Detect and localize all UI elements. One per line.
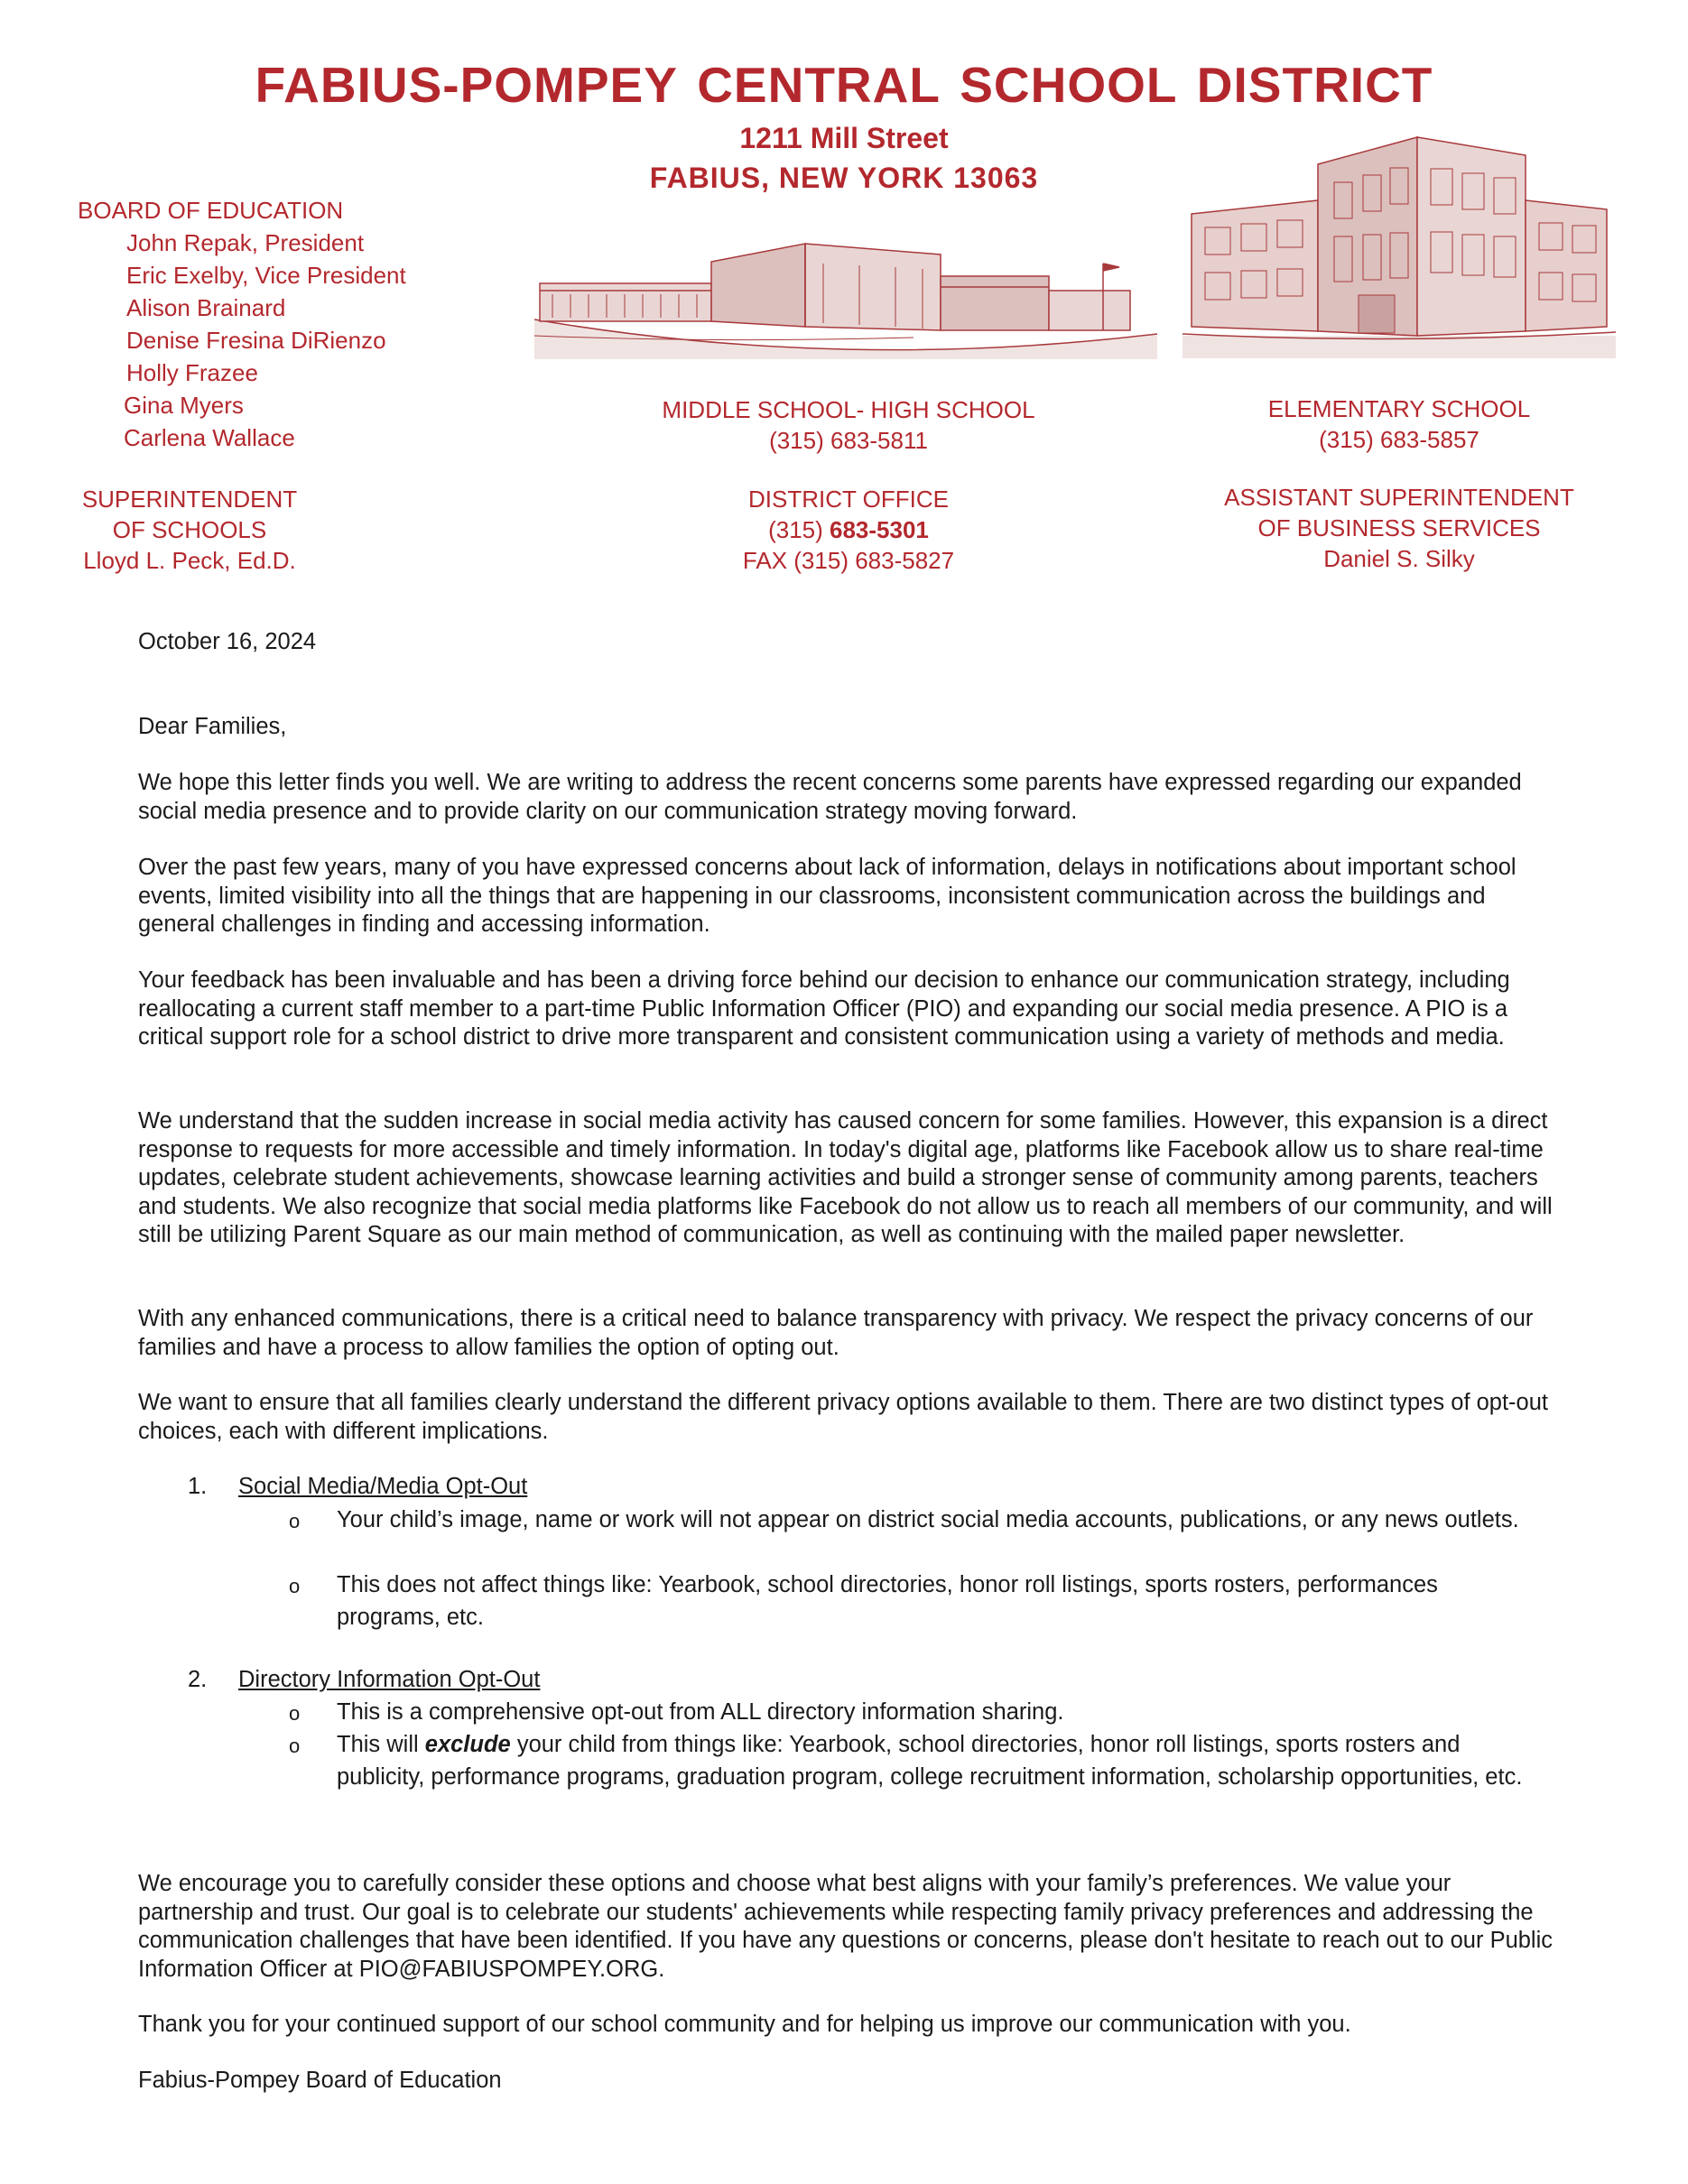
asst-superintendent-title-2: OF BUSINESS SERVICES — [1257, 514, 1541, 541]
board-title: BOARD OF EDUCATION — [78, 197, 344, 224]
street-address: 1211 Mill Street — [739, 122, 949, 154]
option-2-bullet-2-pre: This will — [337, 1732, 425, 1757]
option-2-bullet-2-emphasis: exclude — [424, 1732, 511, 1757]
ms-hs-phone: (315) 683-5811 — [769, 427, 928, 454]
board-member: Gina Myers — [124, 392, 244, 419]
option-2-bullet-1: This is a comprehensive opt-out from ALL directory information sharing. — [337, 1699, 1064, 1725]
option-1-title: Social Media/Media Opt-Out — [238, 1474, 528, 1499]
letter-paragraph-4: We understand that the sudden increase in social media activity has caused concern for some families. However, this expansion is a direct response to requests for more accessible and timely information. In today's digital age, platforms like Facebook allow us to share real-time updates, celebrate student achievements, showcase learning activities and build a stronger sense of community among parents, teachers and students. We also recognize that social media platforms like Facebook do not allow us to reach all members of our community, and will still be utilizing Parent Square as our main method of communication, as well as continuing with the mailed paper newsletter. — [138, 1108, 1553, 1247]
option-2-title: Directory Information Opt-Out — [238, 1667, 541, 1692]
board-member: John Repak, President — [126, 229, 365, 256]
asst-superintendent-name: Daniel S. Silky — [1323, 545, 1475, 572]
bullet-icon: o — [289, 1575, 301, 1597]
option-1-number: 1. — [188, 1474, 208, 1499]
asst-superintendent-block — [1173, 482, 1625, 574]
letter-paragraph-2: Over the past few years, many of you have expressed concerns about lack of information, delays in notifications about important school events, limited visibility into all the things that are happening in our classrooms, inconsistent communication across the buildings and general challenges in finding and accessing information. — [138, 855, 1516, 937]
ms-hs-contact — [623, 394, 1074, 456]
letter-paragraph-1: We hope this letter finds you well. We are writing to address the recent concerns some parents have expressed regarding our expanded social media presence and to provide clarity on our communication strategy moving forward. — [138, 770, 1522, 824]
elementary-phone: (315) 683-5857 — [1319, 426, 1479, 453]
letter-paragraph-6: We want to ensure that all families clearly understand the different privacy options available to them. There are two distinct types of opt-out choices, each with different implications. — [138, 1390, 1548, 1444]
letter-salutation: Dear Families, — [138, 714, 287, 739]
board-of-education — [78, 194, 406, 454]
elementary-school-building-illustration — [1183, 128, 1616, 358]
bullet-icon: o — [289, 1735, 301, 1757]
bullet-icon: o — [289, 1702, 301, 1725]
superintendent-name: Lloyd L. Peck, Ed.D. — [83, 547, 296, 574]
asst-superintendent-title-1: ASSISTANT SUPERINTENDENT — [1224, 484, 1574, 511]
elementary-title: ELEMENTARY SCHOOL — [1267, 395, 1531, 422]
district-office-contact — [623, 484, 1074, 576]
superintendent-block — [54, 484, 325, 576]
superintendent-title-1: SUPERINTENDENT — [81, 486, 298, 513]
board-member: Holly Frazee — [126, 359, 258, 386]
city-address: FABIUS, NEW YORK 13063 — [649, 162, 1039, 194]
middle-high-school-building-illustration — [534, 236, 1157, 359]
district-office-phone-prefix: (315) — [768, 516, 830, 543]
district-name: FABIUS-POMPEY CENTRAL SCHOOL DISTRICT — [255, 57, 1433, 113]
district-office-phone — [623, 514, 1074, 545]
option-1-bullet-1: Your child’s image, name or work will not appear on district social media accounts, publications, or any news outlets. — [337, 1507, 1519, 1532]
letter-paragraph-3: Your feedback has been invaluable and has been a driving force behind our decision to enhance our communication strategy, including reallocating a current staff member to a part-time Public Information Officer (PIO) and expanding our social media presence. A PIO is a critical support role for a school district to drive more transparent and consistent communication using a variety of methods and media. — [138, 967, 1510, 1050]
board-member: Carlena Wallace — [124, 424, 295, 451]
ms-hs-title: MIDDLE SCHOOL- HIGH SCHOOL — [662, 396, 1035, 423]
letter-paragraph-8: Thank you for your continued support of our school community and for helping us improve our communication with you. — [138, 2012, 1351, 2037]
option-1-bullet-2: This does not affect things like: Yearbook, school directories, honor roll listings, sports rosters, performances programs, etc. — [337, 1572, 1438, 1630]
superintendent-title-2: OF SCHOOLS — [112, 516, 267, 543]
letter-paragraph-5: With any enhanced communications, there is a critical need to balance transparency with privacy. We respect the privacy concerns of our families and have a process to allow families the option of opting out. — [138, 1306, 1534, 1360]
letter-date: October 16, 2024 — [138, 629, 317, 654]
letter-paragraph-7: We encourage you to carefully consider these options and choose what best aligns with your family’s preferences. We value your partnership and trust. Our goal is to celebrate our students' achievements while respecting family privacy preferences and addressing the communication challenges that have been identified. If you have any questions or concerns, please don't hesitate to reach out to our Public Information Officer at PIO@FABIUSPOMPEY.ORG. — [138, 1871, 1554, 1982]
letter-signature: Fabius-Pompey Board of Education — [138, 2068, 502, 2093]
board-member: Eric Exelby, Vice President — [126, 262, 406, 289]
board-member: Alison Brainard — [126, 294, 286, 321]
option-2-number: 2. — [188, 1667, 208, 1692]
district-office-fax: FAX (315) 683-5827 — [742, 547, 955, 574]
board-member: Denise Fresina DiRienzo — [126, 327, 386, 354]
option-2-bullet-2 — [337, 1728, 1537, 1793]
option-2-bullet-2-post: your child from things like: Yearbook, school directories, honor roll listings, sports rosters and publicity, performance programs, graduation program, college recruitment information, scholarship opportunities, etc. — [337, 1732, 1523, 1790]
district-office-title: DISTRICT OFFICE — [748, 486, 949, 513]
bullet-icon: o — [289, 1510, 301, 1532]
elementary-contact — [1173, 393, 1625, 455]
district-office-phone-number: 683-5301 — [830, 516, 929, 543]
